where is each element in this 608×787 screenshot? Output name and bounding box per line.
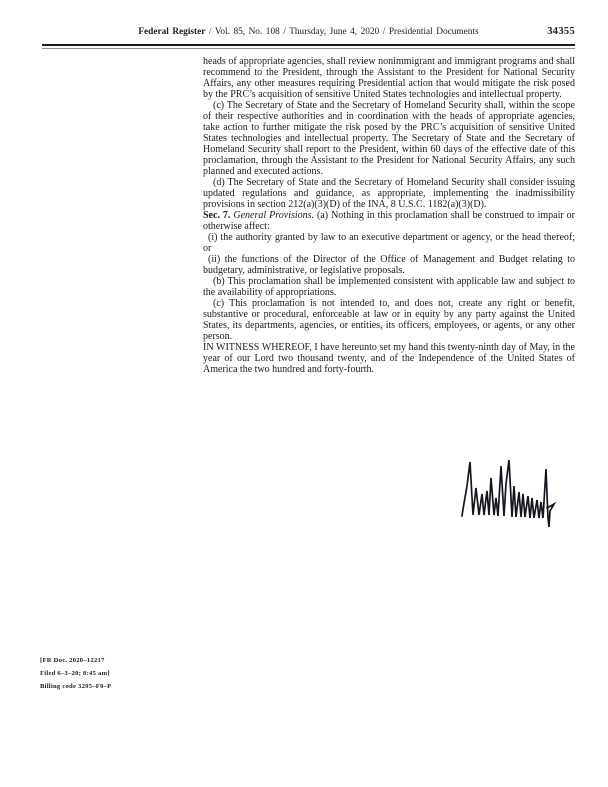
- document-body: [203, 56, 575, 375]
- paragraph-sec7-heading: [203, 210, 575, 232]
- paragraph-sec7-a-i: (i) the authority granted by law to an executive department or agency, or the head thereof; or: [203, 232, 575, 254]
- issue-info: / Vol. 85, No. 108 / Thursday, June 4, 2020 / Presidential Documents: [205, 27, 479, 37]
- signature-image: [458, 453, 566, 531]
- section-number: Sec. 7.: [203, 210, 231, 221]
- header-rule-thick: [42, 44, 575, 46]
- paragraph-sec7-a-ii: (ii) the functions of the Director of the Office of Management and Budget relating to budgetary, administrative, or legislative proposals.: [203, 254, 575, 276]
- header-rule-thin: [42, 48, 575, 50]
- running-head: [42, 27, 575, 42]
- running-head-text: [42, 27, 575, 37]
- journal-title: Federal Register: [138, 27, 206, 37]
- fr-doc-number: [FR Doc. 2020–12217: [40, 657, 105, 664]
- section-text: (a) Nothing in this proclamation shall be construed to impair or otherwise affect:: [203, 210, 575, 232]
- fr-doc-footer: [40, 654, 111, 694]
- paragraph-sec7-b: (b) This proclamation shall be implemented consistent with applicable law and subject to the availability of appropriations.: [203, 276, 575, 298]
- paragraph-sec6b-continuation: heads of appropriate agencies, shall review nonimmigrant and immigrant programs and shall recommend to the President, through the Assistant to the President for National Security Affairs, any other measures requiring Presidential action that would mitigate the risk posed by the PRC’s acquisition of sensitive United States technologies and intellectual property.: [203, 56, 575, 100]
- filed-date: Filed 6–3–20; 8:45 am]: [40, 670, 110, 678]
- paragraph-sec6-c: (c) The Secretary of State and the Secretary of Homeland Security shall, within the scope of their respective authorities and in coordination with the heads of appropriate agencies, take action to further mitigate the risk posed by the PRC’s acquisition of sensitive United States technologies and intellectual property. The Secretary of State and the Secretary of Homeland Security shall report to the President, within 60 days of the effective date of this proclamation, through the Assistant to the President for National Security Affairs, any such planned and executed actions.: [203, 100, 575, 177]
- billing-code: Billing code 3295–F0–P: [40, 683, 112, 691]
- presidential-signature: [458, 453, 566, 531]
- section-title: General Provisions.: [230, 210, 315, 221]
- paragraph-sec7-c: (c) This proclamation is not intended to, and does not, create any right or benefit, substantive or procedural, enforceable at law or in equity by any party against the United States, its departments, agencies, or entities, its officers, employees, or agents, or any other person.: [203, 298, 575, 342]
- page-number: 34355: [547, 26, 575, 37]
- paragraph-sec6-d: (d) The Secretary of State and the Secretary of Homeland Security shall consider issuing updated regulations and guidance, as appropriate, implementing the inadmissibility provisions in section 212(a)(3)(D) of the INA, 8 U.S.C. 1182(a)(3)(D).: [203, 177, 575, 210]
- paragraph-in-witness: IN WITNESS WHEREOF, I have hereunto set my hand this twenty-ninth day of May, in the year of our Lord two thousand twenty, and of the Independence of the United States of America the two hundred and forty-fourth.: [203, 342, 575, 375]
